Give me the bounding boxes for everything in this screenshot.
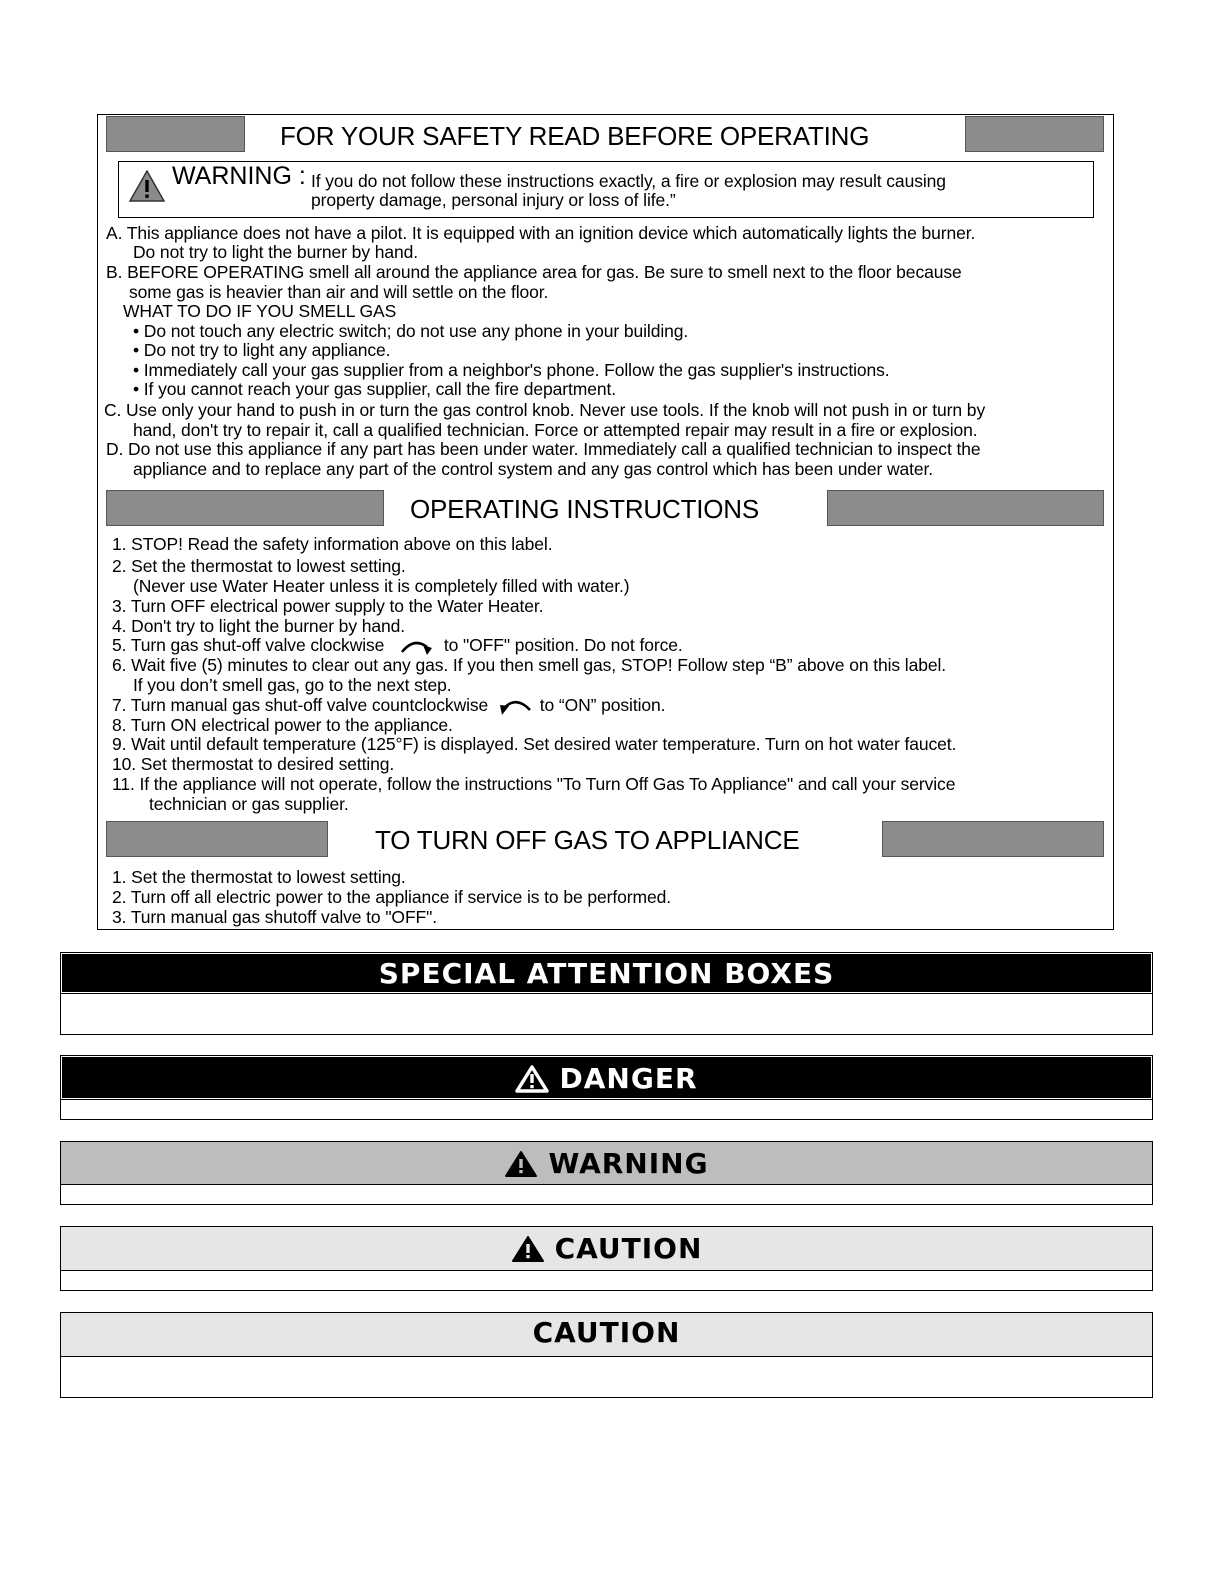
operating-line: 1. STOP! Read the safety information above on this label. <box>112 534 553 554</box>
safety-title: FOR YOUR SAFETY READ BEFORE OPERATING <box>280 121 870 151</box>
warning-text-1: If you do not follow these instructions exactly, a fire or explosion may result causing <box>311 171 946 191</box>
caution-icon-header <box>61 1227 1152 1271</box>
operating-line: 9. Wait until default temperature (125°F) is displayed. Set desired water temperature. Turn on hot water faucet. <box>112 734 957 754</box>
safety-line: appliance and to replace any part of the control system and any gas control which has been under water. <box>133 459 934 479</box>
safety-line: B. BEFORE OPERATING smell all around the appliance area for gas. Be sure to smell next to the floor because <box>106 262 962 282</box>
caution-plain-title: CAUTION <box>532 1316 681 1349</box>
header-bar-left <box>106 116 245 152</box>
warning-word: WARNING : <box>172 162 306 190</box>
counterclockwise-arrow-icon <box>497 697 533 715</box>
turnoff-line: 3. Turn manual gas shutoff valve to "OFF". <box>112 907 438 927</box>
operating-line: technician or gas supplier. <box>149 794 349 814</box>
operating-line: (Never use Water Heater unless it is completely filled with water.) <box>133 576 630 596</box>
safety-line: some gas is heavier than air and will settle on the floor. <box>129 282 549 302</box>
caution-icon-title: CAUTION <box>554 1232 703 1265</box>
safety-line: A. This appliance does not have a pilot. It is equipped with an ignition device which automatically lights the burner. <box>106 223 976 243</box>
operating-line: If you don’t smell gas, go to the next step. <box>133 675 452 695</box>
safety-line: • If you cannot reach your gas supplier, call the fire department. <box>133 379 616 399</box>
safety-line: • Do not touch any electric switch; do not use any phone in your building. <box>133 321 689 341</box>
warning-triangle-icon <box>129 170 165 202</box>
operating-line: 2. Set the thermostat to lowest setting. <box>112 556 406 576</box>
operating-line: 6. Wait five (5) minutes to clear out any gas. If you then smell gas, STOP! Follow step “B” above on this label. <box>112 655 947 675</box>
safety-line: Do not try to light the burner by hand. <box>133 242 419 262</box>
caution-plain-box <box>60 1312 1153 1398</box>
operating-line: 4. Don't try to light the burner by hand. <box>112 616 406 636</box>
warning-header <box>61 1142 1152 1185</box>
caution-icon-box <box>60 1226 1153 1291</box>
operating-line: 10. Set thermostat to desired setting. <box>112 754 395 774</box>
clockwise-arrow-icon <box>397 637 437 655</box>
warning-triangle-icon <box>515 1065 549 1093</box>
caution-plain-header <box>61 1313 1152 1357</box>
safety-line: C. Use only your hand to push in or turn the gas control knob. Never use tools. If the knob will not push in or turn by <box>104 400 986 420</box>
warning-box <box>118 161 1094 218</box>
special-attention-title: SPECIAL ATTENTION BOXES <box>378 957 835 990</box>
safety-line: • Immediately call your gas supplier from a neighbor's phone. Follow the gas supplier's instructions. <box>133 360 890 380</box>
warning-text-2: property damage, personal injury or loss of life.” <box>311 190 676 210</box>
operating-line-text: to “ON” position. <box>539 695 666 715</box>
turnoff-line: 1. Set the thermostat to lowest setting. <box>112 867 406 887</box>
safety-line: D. Do not use this appliance if any part has been under water. Immediately call a qualified technician to inspect the <box>106 439 981 459</box>
safety-line: • Do not try to light any appliance. <box>133 340 391 360</box>
safety-label <box>97 114 1114 930</box>
operating-line-text: to "OFF" position. Do not force. <box>443 635 683 655</box>
header-bar-right <box>827 490 1104 526</box>
header-bar-left <box>106 821 328 857</box>
special-attention-box <box>60 952 1153 1035</box>
operating-title: OPERATING INSTRUCTIONS <box>410 494 760 524</box>
danger-header <box>61 1056 1152 1099</box>
header-bar-right <box>882 821 1104 857</box>
operating-line-text: 7. Turn manual gas shut-off valve countclockwise <box>112 695 489 715</box>
operating-line-text: 5. Turn gas shut-off valve clockwise <box>112 635 385 655</box>
operating-line: 8. Turn ON electrical power to the appliance. <box>112 715 453 735</box>
warning-triangle-icon <box>504 1150 538 1178</box>
header-bar-left <box>106 490 384 526</box>
warning-triangle-icon <box>511 1235 545 1263</box>
turnoff-title: TO TURN OFF GAS TO APPLIANCE <box>375 825 800 855</box>
operating-line: 3. Turn OFF electrical power supply to the Water Heater. <box>112 596 544 616</box>
danger-box <box>60 1055 1153 1120</box>
warning-attention-box <box>60 1141 1153 1205</box>
operating-line <box>112 635 683 655</box>
danger-title: DANGER <box>559 1062 698 1095</box>
warning-title: WARNING <box>548 1147 709 1180</box>
operating-line <box>112 695 665 715</box>
special-attention-header <box>61 953 1152 993</box>
safety-line: WHAT TO DO IF YOU SMELL GAS <box>123 301 397 321</box>
operating-line: 11. If the appliance will not operate, follow the instructions "To Turn Off Gas To Appliance" and call your service <box>112 774 956 794</box>
turnoff-line: 2. Turn off all electric power to the appliance if service is to be performed. <box>112 887 671 907</box>
header-bar-right <box>965 116 1104 152</box>
safety-line: hand, don't try to repair it, call a qualified technician. Force or attempted repair may result in a fire or explosion. <box>133 420 978 440</box>
